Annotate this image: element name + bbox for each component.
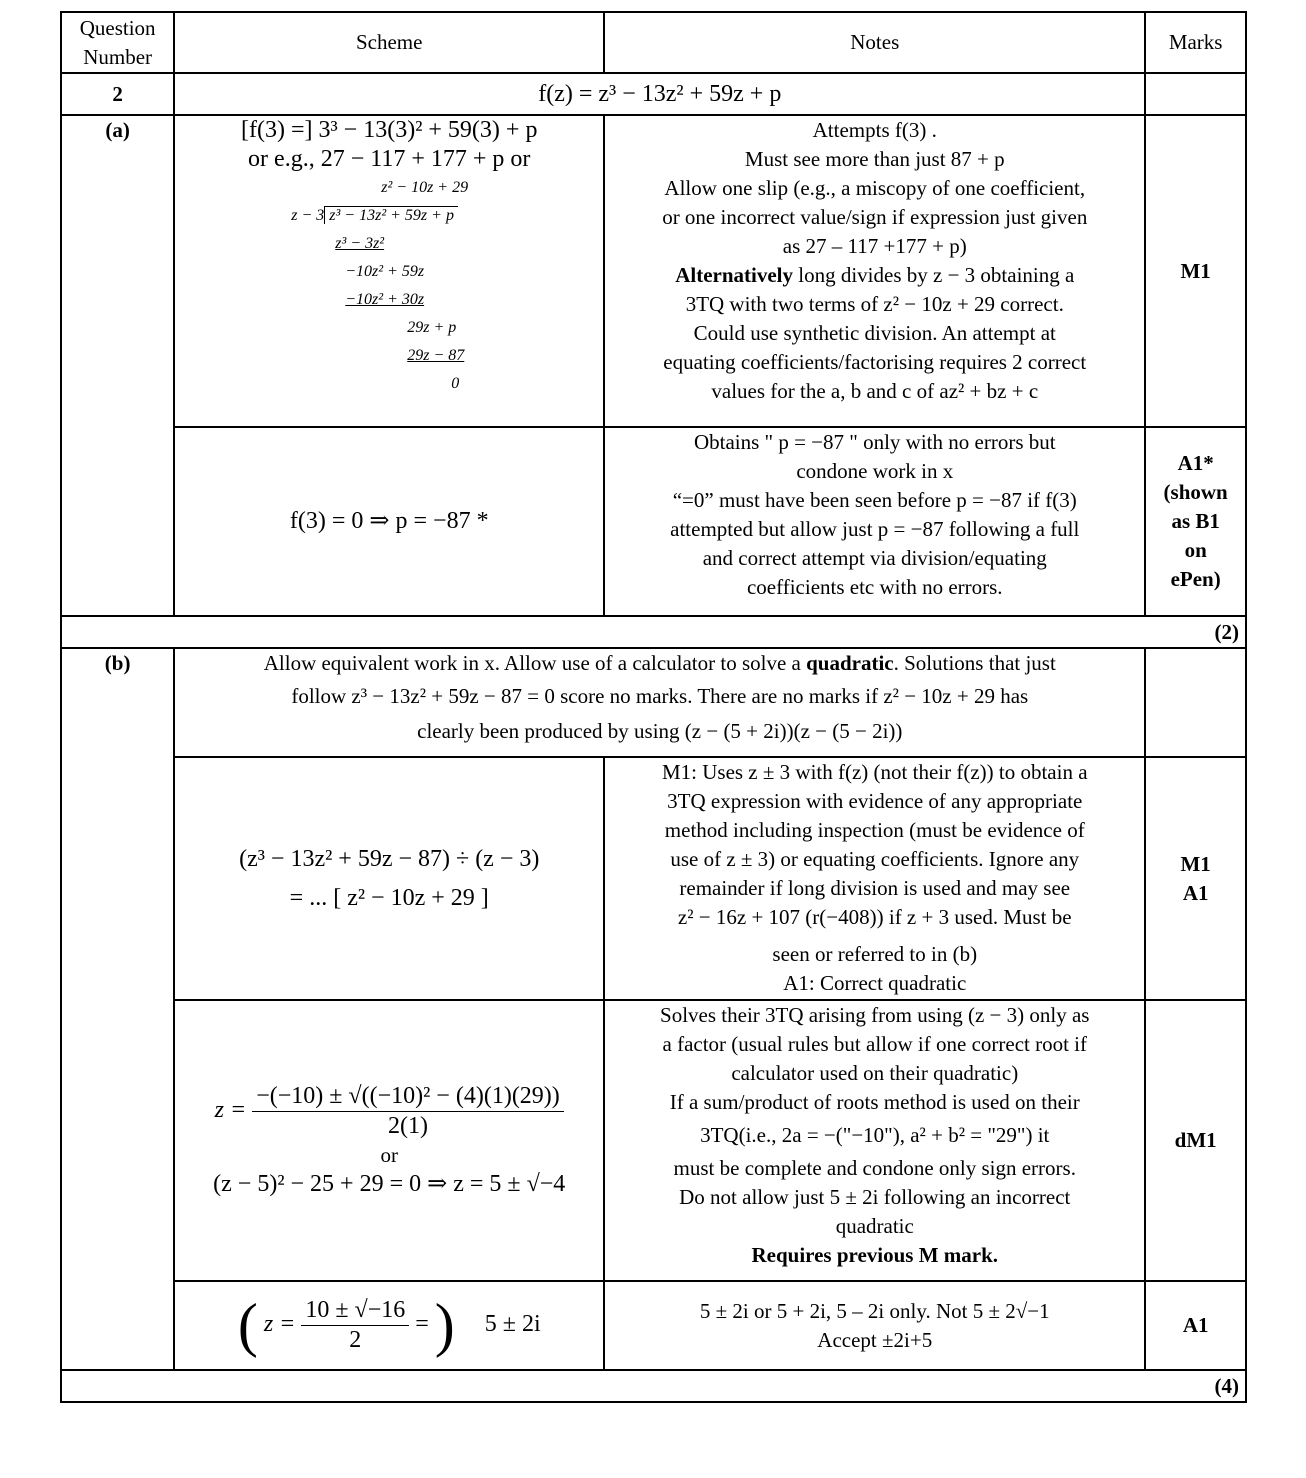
- note-line: Must see more than just 87 + p: [744, 147, 1005, 171]
- mark-scheme-table: [60, 11, 1247, 1403]
- division-row: [291, 202, 597, 230]
- note-line: If a sum/product of roots method is used on their: [669, 1090, 1080, 1114]
- part-b-scheme-2: [174, 1000, 604, 1281]
- note-line: must be complete and condone only sign errors.: [673, 1156, 1076, 1180]
- intro-line: [181, 649, 1138, 678]
- division-dividend: z³ − 13z² + 59z + p: [324, 206, 458, 224]
- formula-numerator: 10 ± √−16: [301, 1296, 409, 1326]
- note-line: calculator used on their quadratic): [731, 1061, 1019, 1085]
- intro-line: follow z³ − 13z² + 59z − 87 = 0 score no marks. There are no marks if z² − 10z + 29 has: [291, 684, 1029, 708]
- intro-line: clearly been produced by using (z − (5 + 2i))(z − (5 − 2i)): [417, 719, 903, 743]
- part-b-intro-row: [61, 648, 1246, 757]
- note-line: 3TQ expression with evidence of any appropriate: [667, 789, 1083, 813]
- question-number: 2: [61, 73, 174, 115]
- note-line: use of z ± 3) or equating coefficients. Ignore any: [670, 847, 1080, 871]
- part-a-notes-1: [604, 115, 1145, 427]
- mark-line: ePen): [1170, 567, 1221, 591]
- note-line: Obtains " p = −87 " only with no errors but: [693, 430, 1056, 454]
- part-b-total: (4): [61, 1370, 1246, 1402]
- header-text: Question: [79, 15, 156, 40]
- formula-denominator: 2(1): [388, 1113, 428, 1139]
- empty-marks: [1145, 648, 1246, 757]
- header-scheme: Scheme: [174, 12, 604, 73]
- part-b-intro: [174, 648, 1145, 757]
- function-definition: f(z) = z³ − 13z² + 59z + p: [174, 73, 1145, 115]
- mark-line: on: [1184, 538, 1207, 562]
- part-a-scheme-1: [174, 115, 604, 427]
- header-marks: Marks: [1145, 12, 1246, 73]
- header-row: [61, 12, 1246, 73]
- note-line: Allow one slip (e.g., a miscopy of one coefficient,: [664, 176, 1086, 200]
- scheme-line: (z³ − 13z² + 59z − 87) ÷ (z − 3): [239, 845, 540, 872]
- note-line: values for the a, b and c of az² + bz + c: [711, 379, 1039, 403]
- final-answer: 5 ± 2i: [484, 1311, 541, 1338]
- part-b-notes-1: [604, 757, 1145, 1000]
- mark-line: A1: [1182, 880, 1209, 905]
- note-line: equating coefficients/factorising requires 2 correct: [663, 350, 1087, 374]
- division-step: 29z + p: [407, 319, 457, 336]
- division-step: 29z − 87: [407, 347, 465, 364]
- note-line: Attempts f(3) .: [812, 118, 937, 142]
- note-line: z² − 16z + 107 (r(−408)) if z + 3 used. Must be: [677, 905, 1072, 929]
- note-line: coefficients etc with no errors.: [746, 575, 1003, 599]
- equals: =: [415, 1311, 429, 1338]
- mark-line: (shown: [1163, 480, 1228, 504]
- part-b-label: (b): [61, 648, 174, 1370]
- note-line: condone work in x: [796, 459, 954, 483]
- question-row: [61, 73, 1246, 115]
- mark-line: M1: [1180, 851, 1211, 876]
- intro-bold: quadratic: [806, 651, 894, 675]
- scheme-line: = ... [ z² − 10z + 29 ]: [289, 884, 489, 911]
- note-line: 5 ± 2i or 5 + 2i, 5 – 2i only. Not 5 ± 2√−1: [699, 1298, 1050, 1323]
- completing-square: (z − 5)² − 25 + 29 = 0 ⇒ z = 5 ± √−4: [213, 1171, 566, 1197]
- note-line: A1: Correct quadratic: [783, 971, 967, 995]
- note-line: Do not allow just 5 ± 2i following an incorrect: [679, 1185, 1071, 1209]
- note-text: long divides by z − 3 obtaining a: [798, 263, 1075, 287]
- part-a-notes-2: [604, 427, 1145, 616]
- note-line: Could use synthetic division. An attempt at: [693, 321, 1056, 345]
- note-bold: Alternatively: [675, 263, 793, 287]
- note-line: M1: Uses z ± 3 with f(z) (not their f(z)) to obtain a: [661, 760, 1088, 784]
- part-b-notes-2: [604, 1000, 1145, 1281]
- note-line: Accept ±2i+5: [817, 1327, 933, 1352]
- part-a-row-2: [61, 427, 1246, 616]
- mark-line: as B1: [1171, 509, 1220, 533]
- part-b-scheme-1: [174, 757, 604, 1000]
- part-b-marks-2: dM1: [1145, 1000, 1246, 1281]
- part-b-notes-3: [604, 1281, 1145, 1370]
- division-step: −10z² + 30z: [345, 291, 425, 308]
- part-b-row-3: [61, 1281, 1246, 1370]
- scheme-line: [f(3) =] 3³ − 13(3)² + 59(3) + p: [240, 117, 538, 143]
- note-line: attempted but allow just p = −87 following a full: [670, 517, 1080, 541]
- part-a-label: (a): [61, 115, 174, 616]
- formula-fraction: [301, 1296, 409, 1355]
- division-step: −10z² + 59z: [345, 263, 425, 280]
- note-line: 3TQ(i.e., 2a = −("−10"), a² + b² = "29") it: [700, 1123, 1050, 1147]
- part-b-scheme-3: ( z = $\frac{10 \pm √-16}{2}$ = ) 5 ± 2i: [174, 1281, 604, 1370]
- part-b-row-2: [61, 1000, 1246, 1281]
- division-quotient: z² − 10z + 29: [381, 179, 469, 196]
- note-line: Solves their 3TQ arising from using (z − 3) only as: [660, 1003, 1090, 1027]
- division-step: 0: [451, 375, 460, 392]
- intro-text: . Solutions that just: [893, 651, 1056, 675]
- part-a-total: (2): [61, 616, 1246, 648]
- note-line: 3TQ with two terms of z² − 10z + 29 correct.: [685, 292, 1064, 316]
- note-line: a factor (usual rules but allow if one correct root if: [662, 1032, 1088, 1056]
- part-b-row-1: [61, 757, 1246, 1000]
- formula-fraction: [252, 1082, 564, 1141]
- note-line: remainder if long division is used and may see: [679, 876, 1071, 900]
- note-line: seen or referred to in (b): [772, 942, 978, 966]
- empty-marks: [1145, 73, 1246, 115]
- part-a-row-1: [61, 115, 1246, 427]
- scheme-or: or: [380, 1143, 398, 1167]
- formula-lhs: z =: [214, 1097, 247, 1124]
- header-text: Number: [83, 44, 153, 69]
- note-line: and correct attempt via division/equating: [702, 546, 1047, 570]
- part-a-scheme-2: f(3) = 0 ⇒ p = −87 *: [174, 427, 604, 616]
- intro-text: Allow equivalent work in x. Allow use of a calculator to solve a: [263, 651, 807, 675]
- scheme-line: or e.g., 27 − 117 + 177 + p or: [248, 146, 531, 172]
- mark-line: A1*: [1177, 451, 1214, 475]
- part-a-total-row: [61, 616, 1246, 648]
- formula-numerator: −(−10) ± √((−10)² − (4)(1)(29)): [252, 1082, 564, 1112]
- part-b-marks-1: [1145, 757, 1246, 1000]
- note-bold: Requires previous M mark.: [751, 1243, 999, 1267]
- note-line: [611, 261, 1138, 290]
- header-question-number: [61, 12, 174, 73]
- part-a-marks-2: [1145, 427, 1246, 616]
- division-step: z³ − 3z²: [335, 235, 385, 252]
- long-division: [181, 174, 597, 398]
- quadratic-formula: [181, 1082, 597, 1141]
- division-divisor: z − 3: [291, 207, 325, 224]
- part-b-total-row: [61, 1370, 1246, 1402]
- note-line: as 27 – 117 +177 + p): [782, 234, 967, 258]
- note-line: quadratic: [835, 1214, 914, 1238]
- note-line: “=0” must have been seen before p = −87 if f(3): [672, 488, 1077, 512]
- header-notes: Notes: [604, 12, 1145, 73]
- formula-lhs: z =: [263, 1311, 296, 1338]
- part-a-marks-1: M1: [1145, 115, 1246, 427]
- part-b-marks-3: A1: [1145, 1281, 1246, 1370]
- note-line: or one incorrect value/sign if expression just given: [662, 205, 1088, 229]
- formula-denominator: 2: [349, 1327, 362, 1353]
- note-line: method including inspection (must be evidence of: [664, 818, 1085, 842]
